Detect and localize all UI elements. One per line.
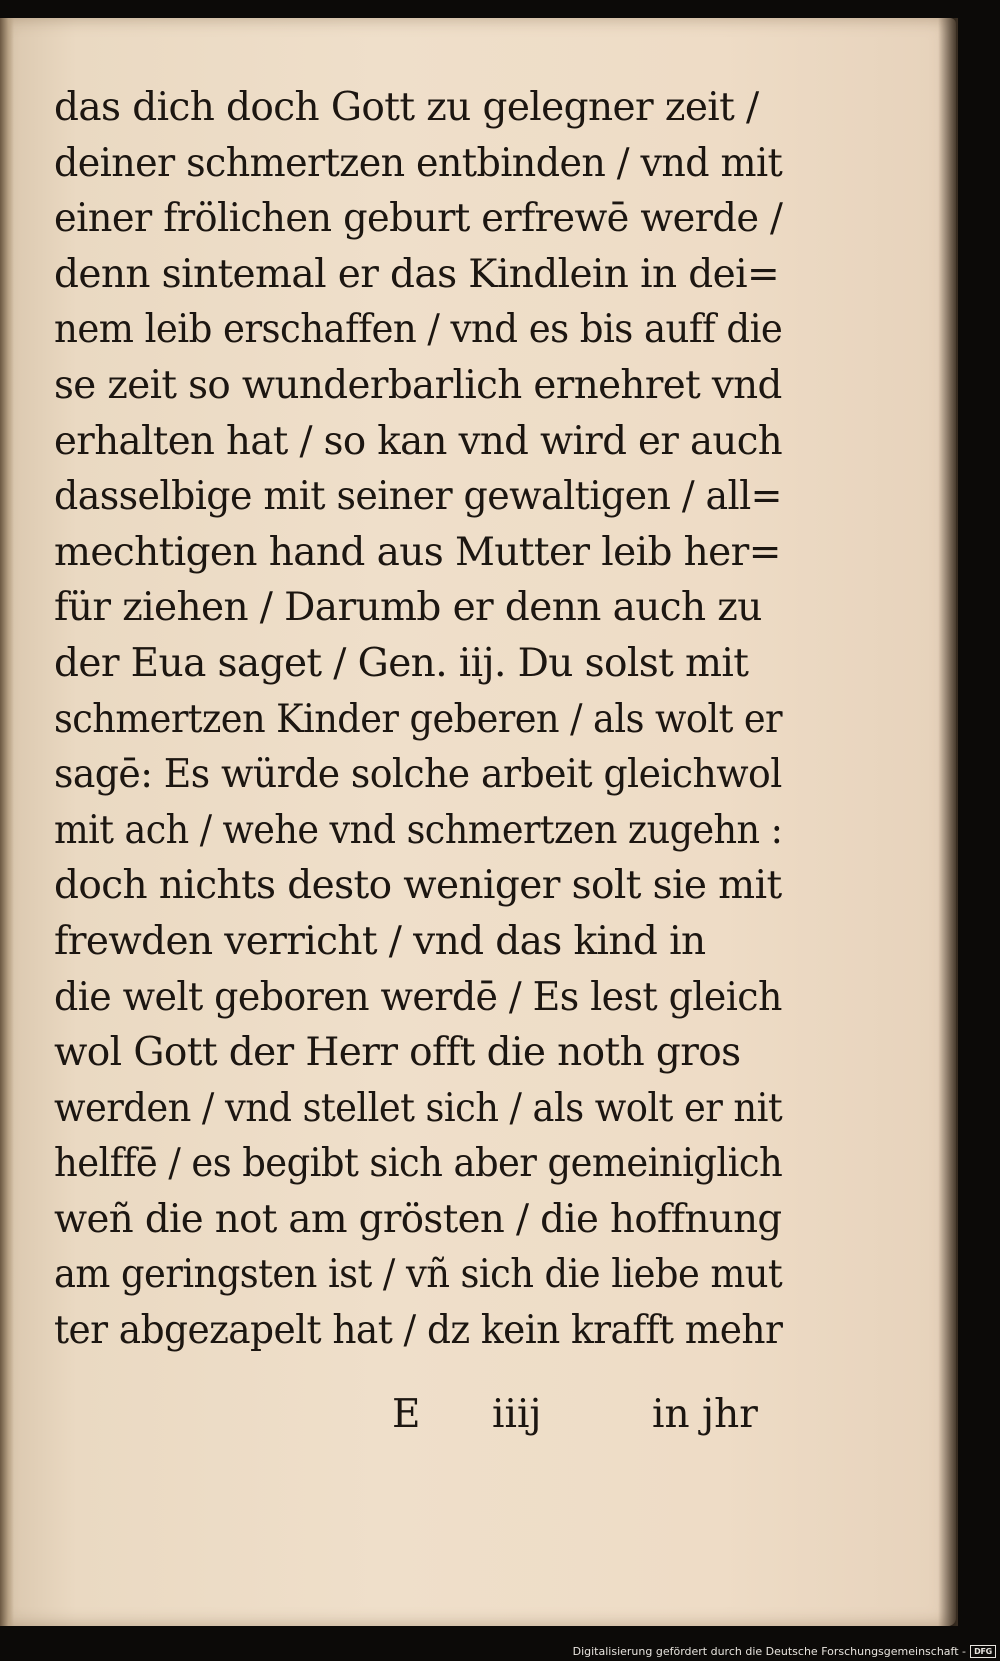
text-line: werden / vnd stellet sich / als wolt er nit [54,1085,783,1131]
text-line: frewden verricht / vnd das kind in [54,918,706,964]
dfg-logo: DFG [970,1645,996,1658]
page-edge-shadow [938,18,958,1626]
text-line: mit ach / wehe vnd schmertzen zugehn : [54,807,783,853]
text-line: erhalten hat / so kan vnd wird er auch [54,418,783,464]
text-line: wol Gott der Herr offt die noth gros [54,1030,741,1076]
text-block [54,80,782,1359]
page-footer [0,1392,1000,1448]
text-line: helffē / es begibt sich aber gemeiniglich [54,1141,783,1187]
signature-mark: E [392,1392,421,1437]
text-line: die welt geboren werdē / Es lest gleich [54,974,782,1020]
book-page [0,18,956,1626]
text-line: am geringsten ist / vñ sich die liebe mut [54,1252,783,1298]
catchword: in jhr [652,1392,758,1437]
funding-credit: Digitalisierung gefördert durch die Deutsche Forschungsgemeinschaft - [572,1645,966,1658]
text-line: deiner schmertzen entbinden / vnd mit [54,140,783,186]
text-line: doch nichts desto weniger solt sie mit [54,863,782,909]
text-line: dasselbige mit seiner gewaltigen / all= [54,474,782,520]
text-line: schmertzen Kinder geberen / als wolt er [54,696,783,742]
text-line: weñ die not am grösten / die hoffnung [54,1196,782,1242]
text-line: das dich doch Gott zu gelegner zeit / [54,85,759,130]
text-line: nem leib erschaffen / vnd es bis auff die [54,307,783,353]
text-line: einer frölichen geburt erfrewē werde / [54,196,783,242]
page-number: iiij [492,1392,542,1437]
text-line: ter abgezapelt hat / dz kein krafft mehr [54,1308,783,1354]
credit-bar [0,1641,1000,1661]
text-line: denn sintemal er das Kindlein in dei= [54,251,780,297]
text-line: sagē: Es würde solche arbeit gleichwol [54,752,782,798]
text-line: mechtigen hand aus Mutter leib her= [54,529,781,575]
text-line: se zeit so wunderbarlich ernehret vnd [54,362,782,408]
text-line: der Eua saget / Gen. iij. Du solst mit [54,640,749,686]
text-line: für ziehen / Darumb er denn auch zu [54,585,762,631]
